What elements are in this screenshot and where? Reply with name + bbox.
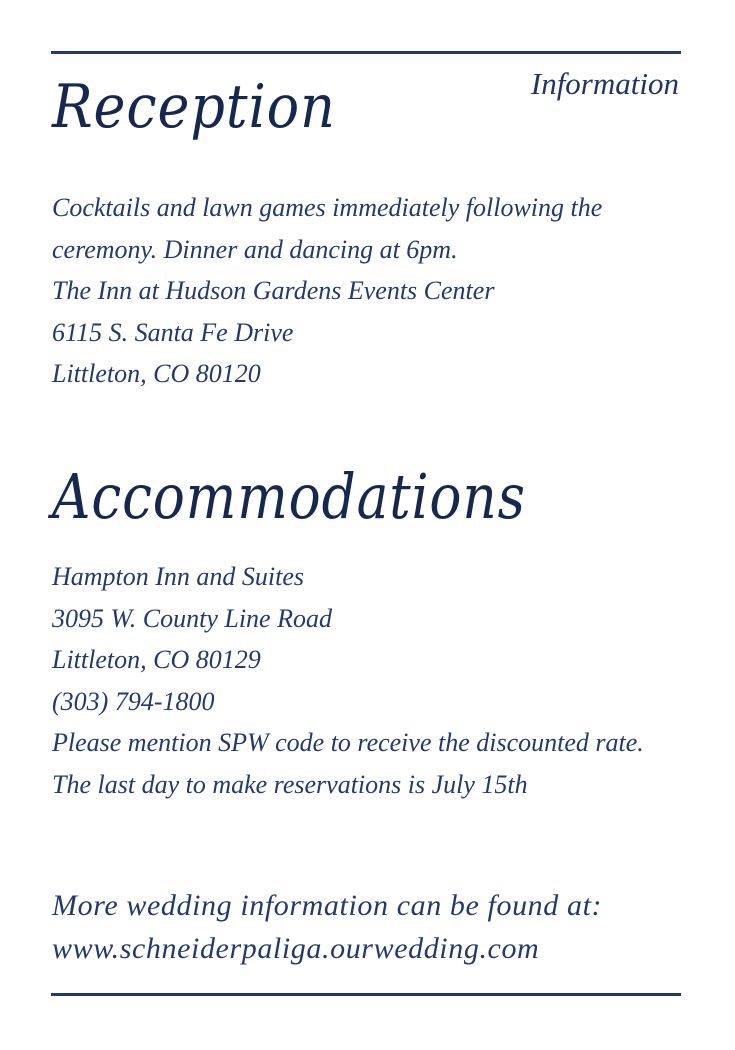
information-label: Information bbox=[530, 66, 679, 101]
reception-street: 6115 S. Santa Fe Drive bbox=[52, 317, 294, 347]
reception-venue: The Inn at Hudson Gardens Events Center bbox=[52, 276, 495, 305]
reception-city: Littleton, CO 80120 bbox=[52, 359, 261, 388]
reception-line: ceremony. Dinner and dancing at 6pm. bbox=[52, 234, 458, 264]
accommodations-details bbox=[52, 556, 692, 805]
reception-heading: Reception bbox=[52, 72, 336, 142]
reception-line: Cocktails and lawn games immediately following the bbox=[52, 193, 603, 222]
wedding-website-url: www.schneiderpaliga.ourwedding.com bbox=[52, 932, 540, 965]
hotel-phone: (303) 794-1800 bbox=[52, 686, 215, 716]
hotel-code-note: Please mention SPW code to receive the discounted rate. bbox=[52, 728, 644, 757]
hotel-deadline-note: The last day to make reservations is July 15th bbox=[52, 769, 528, 799]
top-divider bbox=[51, 51, 681, 54]
hotel-street: 3095 W. County Line Road bbox=[52, 603, 332, 633]
more-info bbox=[52, 884, 692, 970]
hotel-city: Littleton, CO 80129 bbox=[52, 645, 261, 674]
bottom-divider bbox=[51, 993, 681, 996]
more-info-intro: More wedding information can be found at: bbox=[52, 889, 603, 922]
accommodations-heading: Accommodations bbox=[52, 460, 526, 533]
hotel-name: Hampton Inn and Suites bbox=[52, 562, 305, 591]
reception-details bbox=[52, 187, 692, 395]
